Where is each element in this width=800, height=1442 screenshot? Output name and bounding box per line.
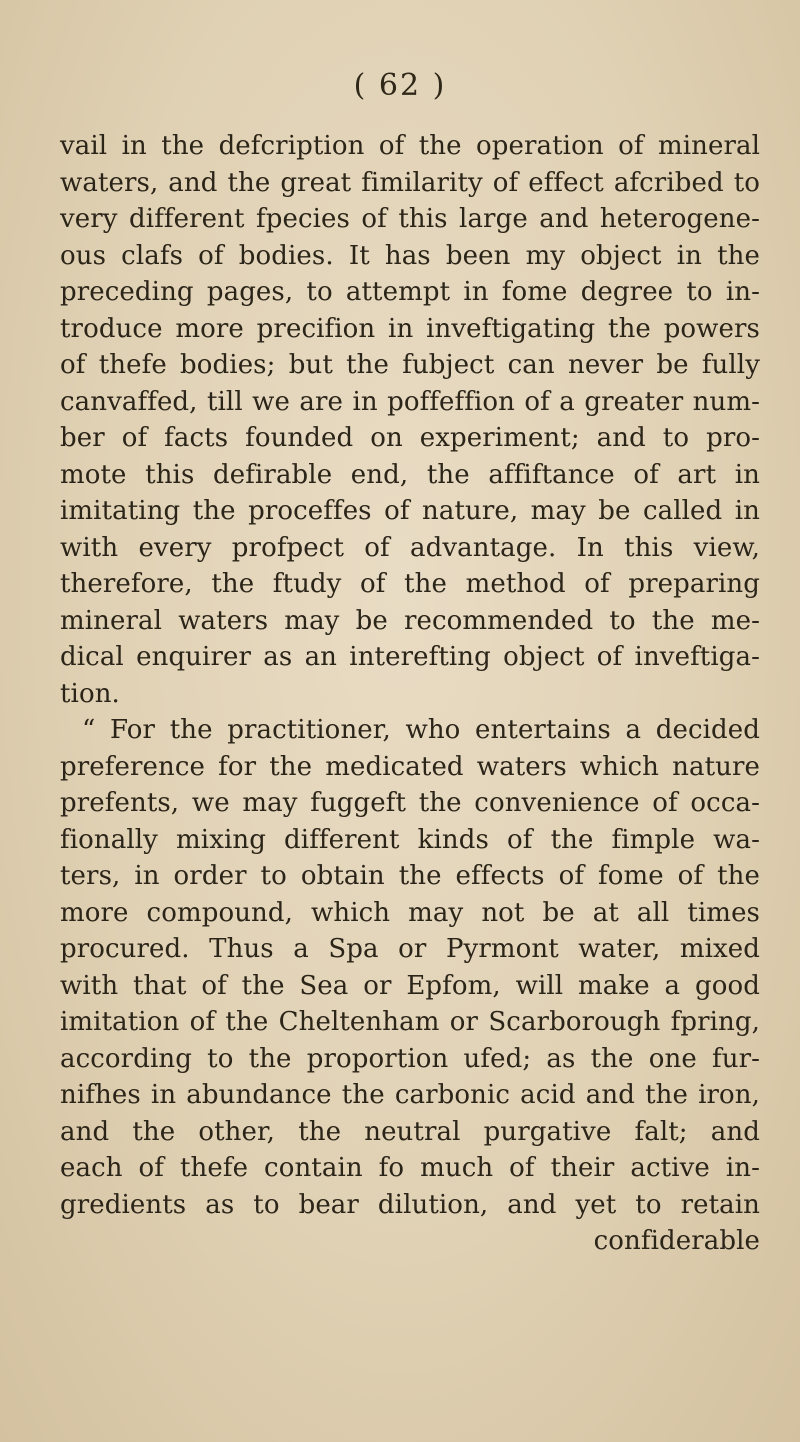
text-line: ber of facts founded on experiment; and to pro-: [60, 423, 760, 453]
text-line: with that of the Sea or Epfom, will make a good: [60, 970, 760, 1001]
text-line: and the other, the neutral purgative falt; and: [60, 1116, 760, 1147]
text-line: more compound, which may not be at all times: [60, 897, 760, 928]
text-line: imitation of the Cheltenham or Scarborough fpring,: [60, 1007, 760, 1037]
text-line: prefents, we may fuggeft the convenience of occa-: [60, 788, 760, 818]
text-line: canvaffed, till we are in poffeffion of a greater num-: [60, 386, 760, 417]
text-line: mineral waters may be recommended to the me-: [60, 605, 760, 636]
text-line: ters, in order to obtain the effects of fome of the: [60, 861, 760, 891]
text-line: dical enquirer as an interefting object of inveftiga-: [60, 642, 760, 672]
text-line: preference for the medicated waters which nature: [60, 751, 760, 782]
text-line: troduce more precifion in inveftigating the powers: [60, 313, 760, 344]
text-line: preceding pages, to attempt in fome degree to in-: [60, 277, 760, 307]
text-line: procured. Thus a Spa or Pyrmont water, mixed: [60, 934, 760, 964]
body-text: [60, 128, 760, 1260]
text-line: each of thefe contain fo much of their active in-: [60, 1153, 760, 1183]
text-line: very different fpecies of this large and heterogene-: [60, 204, 760, 234]
text-line: ous clafs of bodies. It has been my object in the: [60, 240, 760, 271]
text-line: tion.: [60, 678, 120, 709]
page-number: ( 62 ): [353, 68, 447, 103]
text-line: gredients as to bear dilution, and yet to retain: [60, 1189, 760, 1220]
text-line: according to the proportion ufed; as the one fur-: [60, 1043, 760, 1074]
catchword: confiderable: [593, 1226, 760, 1256]
text-line: “ For the practitioner, who entertains a decided: [82, 715, 760, 745]
text-line: imitating the proceffes of nature, may be called in: [60, 496, 760, 526]
text-line: therefore, the ftudy of the method of preparing: [60, 569, 760, 599]
text-line: nifhes in abundance the carbonic acid and the iron,: [60, 1080, 760, 1110]
text-line: fionally mixing different kinds of the fimple wa-: [60, 824, 760, 855]
text-line: mote this defirable end, the affiftance of art in: [60, 459, 760, 490]
text-line: vail in the defcription of the operation of mineral: [60, 131, 760, 161]
text-line: waters, and the great fimilarity of effect afcribed to: [60, 167, 760, 198]
text-line: with every profpect of advantage. In this view,: [60, 532, 760, 563]
text-line: of thefe bodies; but the fubject can never be fully: [60, 350, 760, 380]
